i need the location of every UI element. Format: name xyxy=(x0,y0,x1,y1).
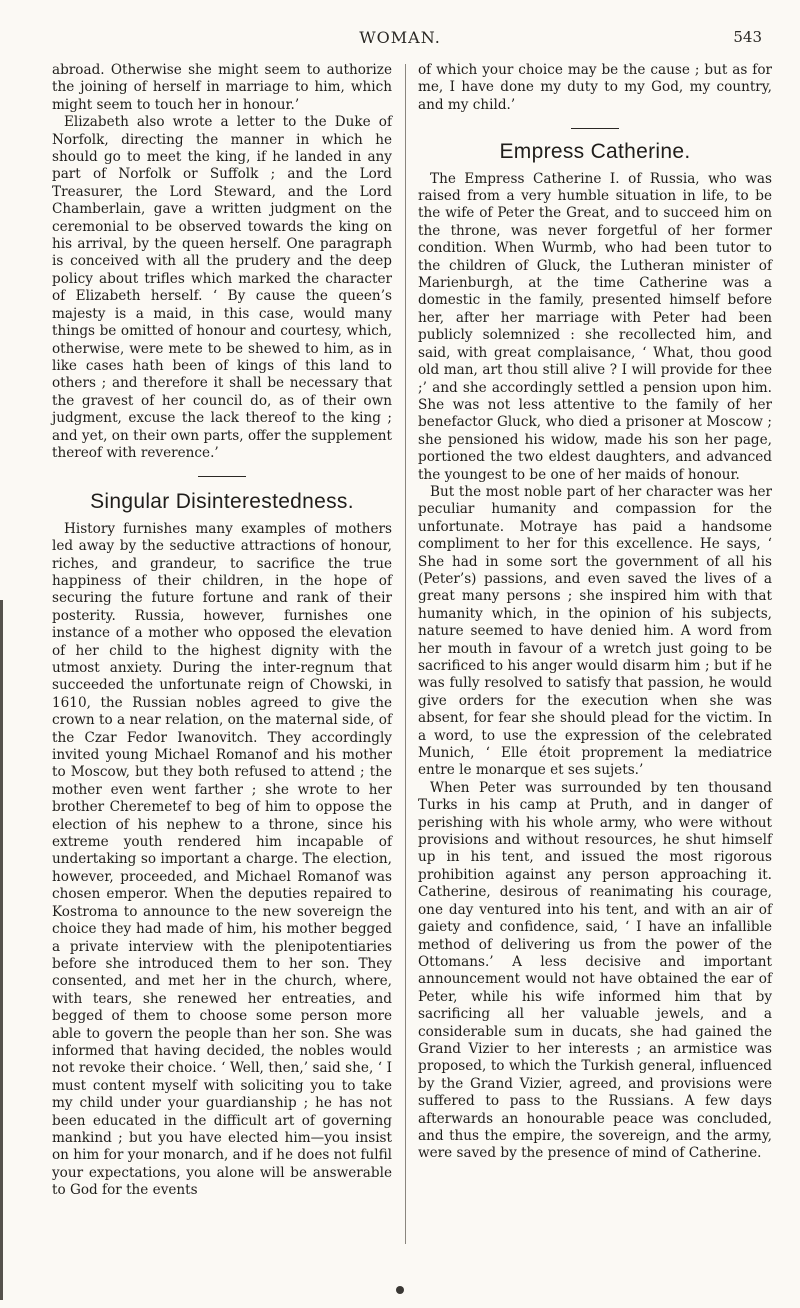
paragraph-elizabeth-letter: Elizabeth also wrote a letter to the Duke of Norfolk, directing the manner in which he should go to meet the king, if he landed in any part of Norfolk or Suffolk ; and the Lord Treasurer, the Lord Steward, and the Lord Chamberlain, gave a written judgment on the ceremonial to be observed towards the king on his arrival, by the queen herself. One paragraph is conceived with all the prudery and the deep policy about trifles which marked the character of Elizabeth herself. ‘ By cause the queen’s majesty is a maid, in this case, would many things be omitted of honour and courtesy, which, otherwise, were mete to be shewed to him, as in like cases hath been of kings of this land to others ; and therefore it shall be necessary that the gravest of her council do, as of their own judgment, excuse the lack thereof to the king ; and yet, on their own parts, offer the supplement thereof with reverence.’ xyxy=(52,114,392,461)
section-divider xyxy=(571,128,619,129)
paragraph-continuation: abroad. Otherwise she might seem to authorize the joining of herself in marriage to him, which might seem to touch her in honour.’ xyxy=(52,62,392,113)
section-heading-empress-catherine: Empress Catherine. xyxy=(499,140,691,164)
running-title: WOMAN. xyxy=(359,28,441,47)
paragraph-romanof: History furnishes many examples of mothers led away by the seductive attractions of honour, riches, and grandeur, to sacrifice the true happiness of their children, in the hope of securing the future fortune and rank of their posterity. Russia, however, furnishes one instance of a mother who opposed the elevation of her child to the highest dignity with the utmost anxiety. During the inter-regnum that succeeded the unfortunate reign of Chowski, in 1610, the Russian nobles agreed to give the crown to a near relation, on the maternal side, of the Czar Fedor Iwanovitch. They accordingly invited young Michael Romanof and his mother to Moscow, but they both refused to attend ; the mother even went farther ; she wrote to her brother Cheremetef to beg of him to oppose the election of his nephew to a throne, since his extreme youth rendered him incapable of undertaking so important a charge. The election, however, proceeded, and Michael Romanof was chosen emperor. When the deputies repaired to Kostroma to announce to the new sovereign the choice they had made of him, his mother begged a private interview with the plenipotentiaries before she introduced them to her son. They consented, and met her in the church, where, with tears, she renewed her entreaties, and begged of them to choose some person more able to govern the people than her son. She was informed that having decided, the nobles would not revoke their choice. ‘ Well, then,’ said she, ‘ I must content myself with soliciting you to take my child under your guardianship ; he has not been educated in the difficult art of governing mankind ; but you have elected him—you insist on him for your monarch, and if he does not fulfil your expectations, you alone will be answerable to God for the events xyxy=(52,520,392,1199)
paragraph-catherine-humanity: But the most noble part of her character was her peculiar humanity and compassion for the unfortunate. Motraye has paid a handsome compliment to her for this excellence. He says, ‘ She had in some sort the government of all his (Peter’s) passions, and even saved the lives of a great many persons ; she inspired him with that humanity which, in the opinion of his subjects, nature seemed to have denied him. A word from her mouth in favour of a wretch just going to be sacrificed to his anger would disarm him ; but if he was fully resolved to satisfy that passion, he would give orders for the execution when she was absent, for fear she should plead for the victim. In a word, to use the expression of the celebrated Munich, ‘ Elle étoit proprement la mediatrice entre le monarque et ses sujets.’ xyxy=(418,483,772,779)
paragraph-catherine-pruth: When Peter was surrounded by ten thousand Turks in his camp at Pruth, and in danger of perishing with his whole army, who were without provisions and without resources, he shut himself up in his tent, and issued the most rigorous prohibition against any person approaching it. Catherine, desirous of reanimating his courage, one day ventured into his tent, and with an air of gaiety and confidence, said, ‘ I have an infallible method of delivering us from the power of the Ottomans.’ A less decisive and important announcement would not have obtained the ear of Peter, while his wife informed him that by sacrificing all her valuable jewels, and a considerable sum in ducats, she had gained the Grand Vizier to her interests ; an armistice was proposed, to which the Turkish general, influenced by the Grand Vizier, agreed, and provisions were suffered to pass to the Russians. A few days afterwards an honourable peace was concluded, and thus the empire, the sovereign, and the army, were saved by the presence of mind of Catherine. xyxy=(418,779,772,1162)
right-column xyxy=(418,62,772,1163)
section-divider xyxy=(198,476,246,477)
section-heading-singular-disinterestedness: Singular Disinterestedness. xyxy=(90,490,354,514)
left-column xyxy=(52,62,392,1200)
ink-mark xyxy=(396,1286,404,1294)
paragraph-catherine-origins: The Empress Catherine I. of Russia, who was raised from a very humble situation in life, to be the wife of Peter the Great, and to succeed him on the throne, was never forgetful of her former condition. When Wurmb, who had been tutor to the children of Gluck, the Lutheran minister of Marienburgh, at the time Catherine was a domestic in the family, presented himself before her, after her marriage with Peter had been publicly solemnized : she recollected him, and said, with great complaisance, ‘ What, thou good old man, art thou still alive ? I will provide for thee ;’ and she accordingly settled a pension upon him. She was not less attentive to the family of her benefactor Gluck, who died a prisoner at Moscow ; she pensioned his widow, made his son her page, portioned the two eldest daughters, and advanced the youngest to be one of her maids of honour. xyxy=(418,170,772,483)
column-divider xyxy=(405,64,406,1244)
page-number: 543 xyxy=(733,28,762,46)
binding-edge-shadow xyxy=(0,600,3,1300)
paragraph-continuation-right: of which your choice may be the cause ; but as for me, I have done my duty to my God, my country, and my child.’ xyxy=(418,62,772,113)
